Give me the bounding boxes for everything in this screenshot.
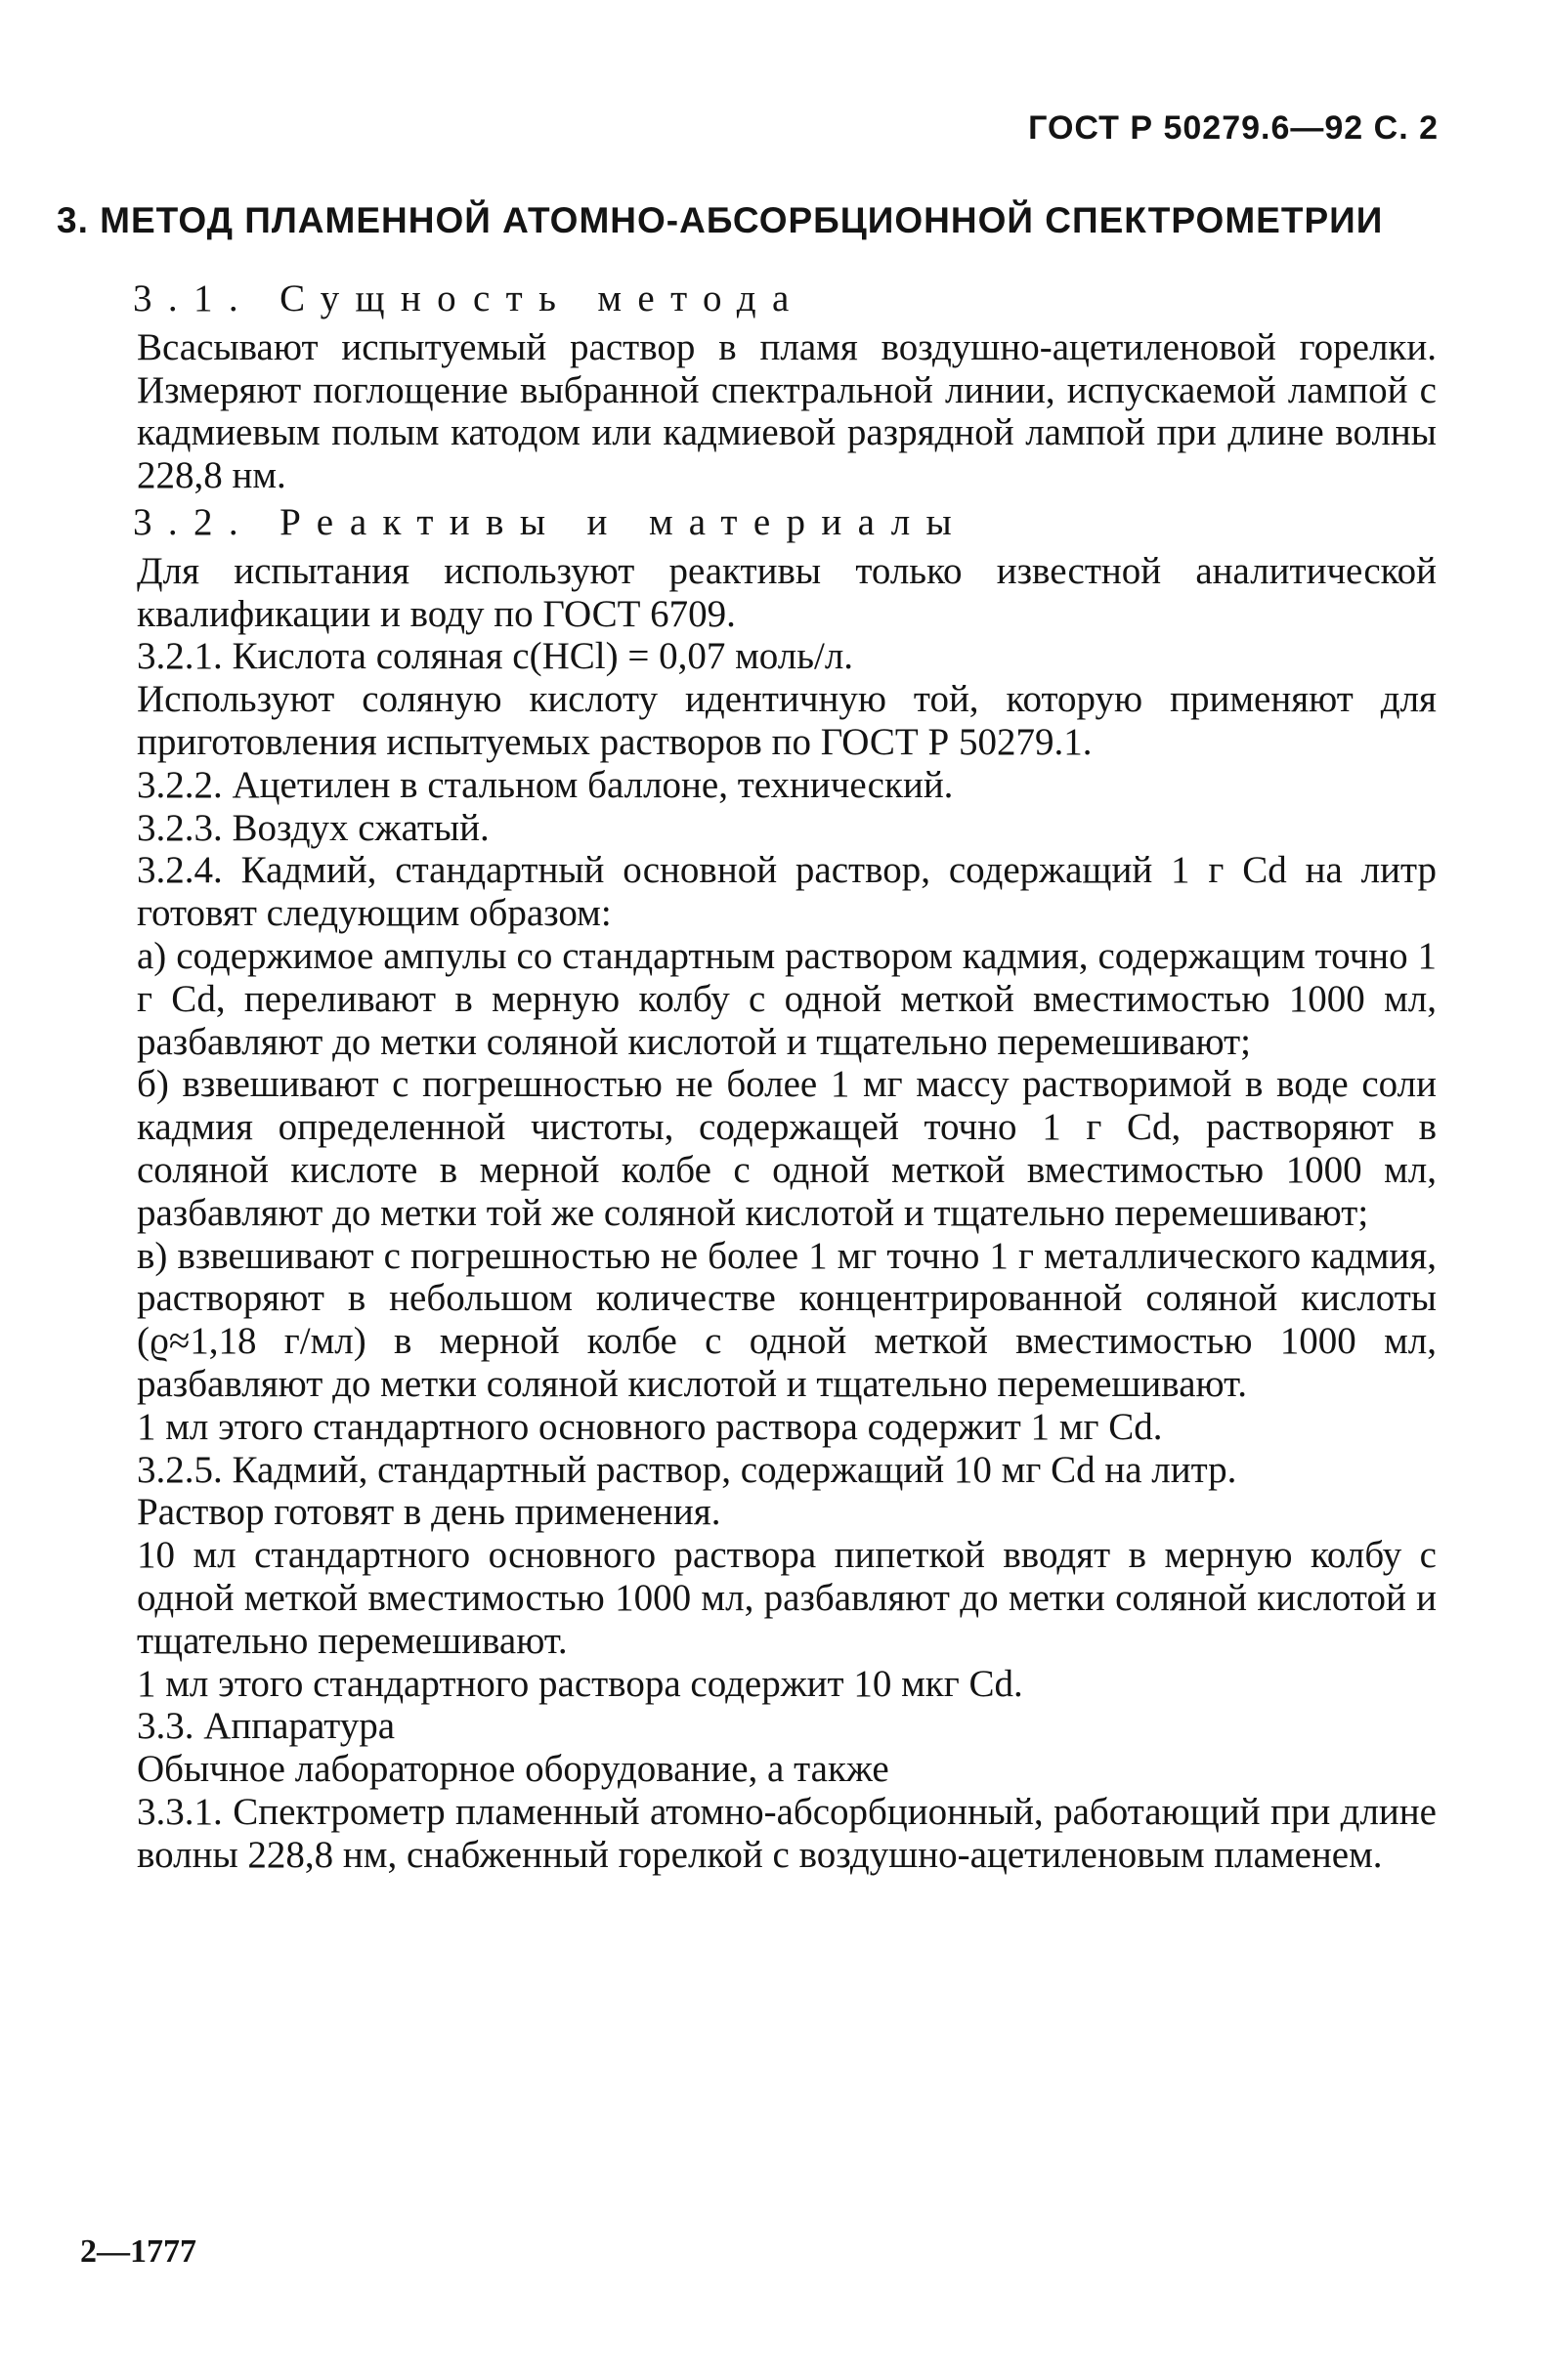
sheet-number: 2—1777 [80,2233,196,2270]
paragraph-3-2-1-text: Используют соляную кислоту идентичную той, которую применяют для приготовления испытуемых растворов по ГОСТ Р 50279.1. [137,678,1437,763]
note-3-2-5: 1 мл этого стандартного раствора содержит 10 мкг Cd. [137,1662,1023,1705]
standard-header: ГОСТ Р 50279.6—92 С. 2 [1028,109,1439,147]
heading-3-1: 3.1. Сущность метода [133,277,805,319]
paragraph-3-2-intro: Для испытания используют реактивы только известной аналитической квалификации и воду по ГОСТ 6709. [137,549,1437,635]
note-3-2-4: 1 мл этого стандартного основного раствора содержит 1 мг Cd. [137,1405,1163,1448]
list-item-a: а) содержимое ампулы со стандартным раствором кадмия, содержащим точно 1 г Cd, переливают в мерную колбу с одной меткой вместимостью 1000 мл, разбавляют до метки соляной кислотой и тщательно перемешивают; [137,934,1437,1063]
paragraph-3-2-3: 3.2.3. Воздух сжатый. [137,806,490,849]
paragraph-3-2-1: 3.2.1. Кислота соляная c(HCl) = 0,07 моль/л. [137,635,854,678]
paragraph-3-2-2: 3.2.2. Ацетилен в стальном баллоне, технический. [137,763,954,806]
paragraph-3-1: Всасывают испытуемый раствор в пламя воздушно-ацетиленовой горелки. Измеряют поглощение выбранной спектральной линии, испускаемой лампой с кадмиевым полым катодом или кадмиевой разрядной лампой при длине волны 228,8 нм. [137,325,1437,497]
list-item-b: б) взвешивают с погрешностью не более 1 мг массу растворимой в воде соли кадмия определенной чистоты, содержащей точно 1 г Cd, растворяют в соляной кислоте в мерной колбе с одной меткой вместимостью 1000 мл, разбавляют до метки той же соляной кислотой и тщательно перемешивают; [137,1063,1437,1234]
document-body [133,274,1437,1876]
paragraph-3-3-1: 3.3.1. Спектрометр пламенный атомно-абсорбционный, работающий при длине волны 228,8 нм, снабженный горелкой с воздушно-ацетиленовым пламенем. [137,1790,1437,1876]
heading-3-2: 3.2. Реактивы и материалы [133,500,968,543]
list-item-c: в) взвешивают с погрешностью не более 1 мг точно 1 г металлического кадмия, растворяют в небольшом количестве концентрированной соляной кислоты (ϱ≈1,18 г/мл) в мерной колбе с одной меткой вместимостью 1000 мл, разбавляют до метки соляной кислотой и тщательно перемешивают. [137,1234,1437,1405]
paragraph-3-2-5-b: 10 мл стандартного основного раствора пипеткой вводят в мерную колбу с одной меткой вместимостью 1000 мл, разбавляют до метки соляной кислотой и тщательно перемешивают. [137,1534,1437,1662]
paragraph-3-2-5-a: Раствор готовят в день применения. [137,1491,721,1534]
heading-3-3: 3.3. Аппаратура [137,1705,396,1748]
paragraph-3-2-4: 3.2.4. Кадмий, стандартный основной раствор, содержащий 1 г Cd на литр готовят следующим образом: [137,849,1437,935]
paragraph-3-3-intro: Обычное лабораторное оборудование, а также [137,1748,889,1791]
section-title: 3. МЕТОД ПЛАМЕННОЙ АТОМНО-АБСОРБЦИОННОЙ СПЕКТРОМЕТРИИ [57,200,1384,240]
paragraph-3-2-5: 3.2.5. Кадмий, стандартный раствор, содержащий 10 мг Cd на литр. [137,1448,1237,1491]
